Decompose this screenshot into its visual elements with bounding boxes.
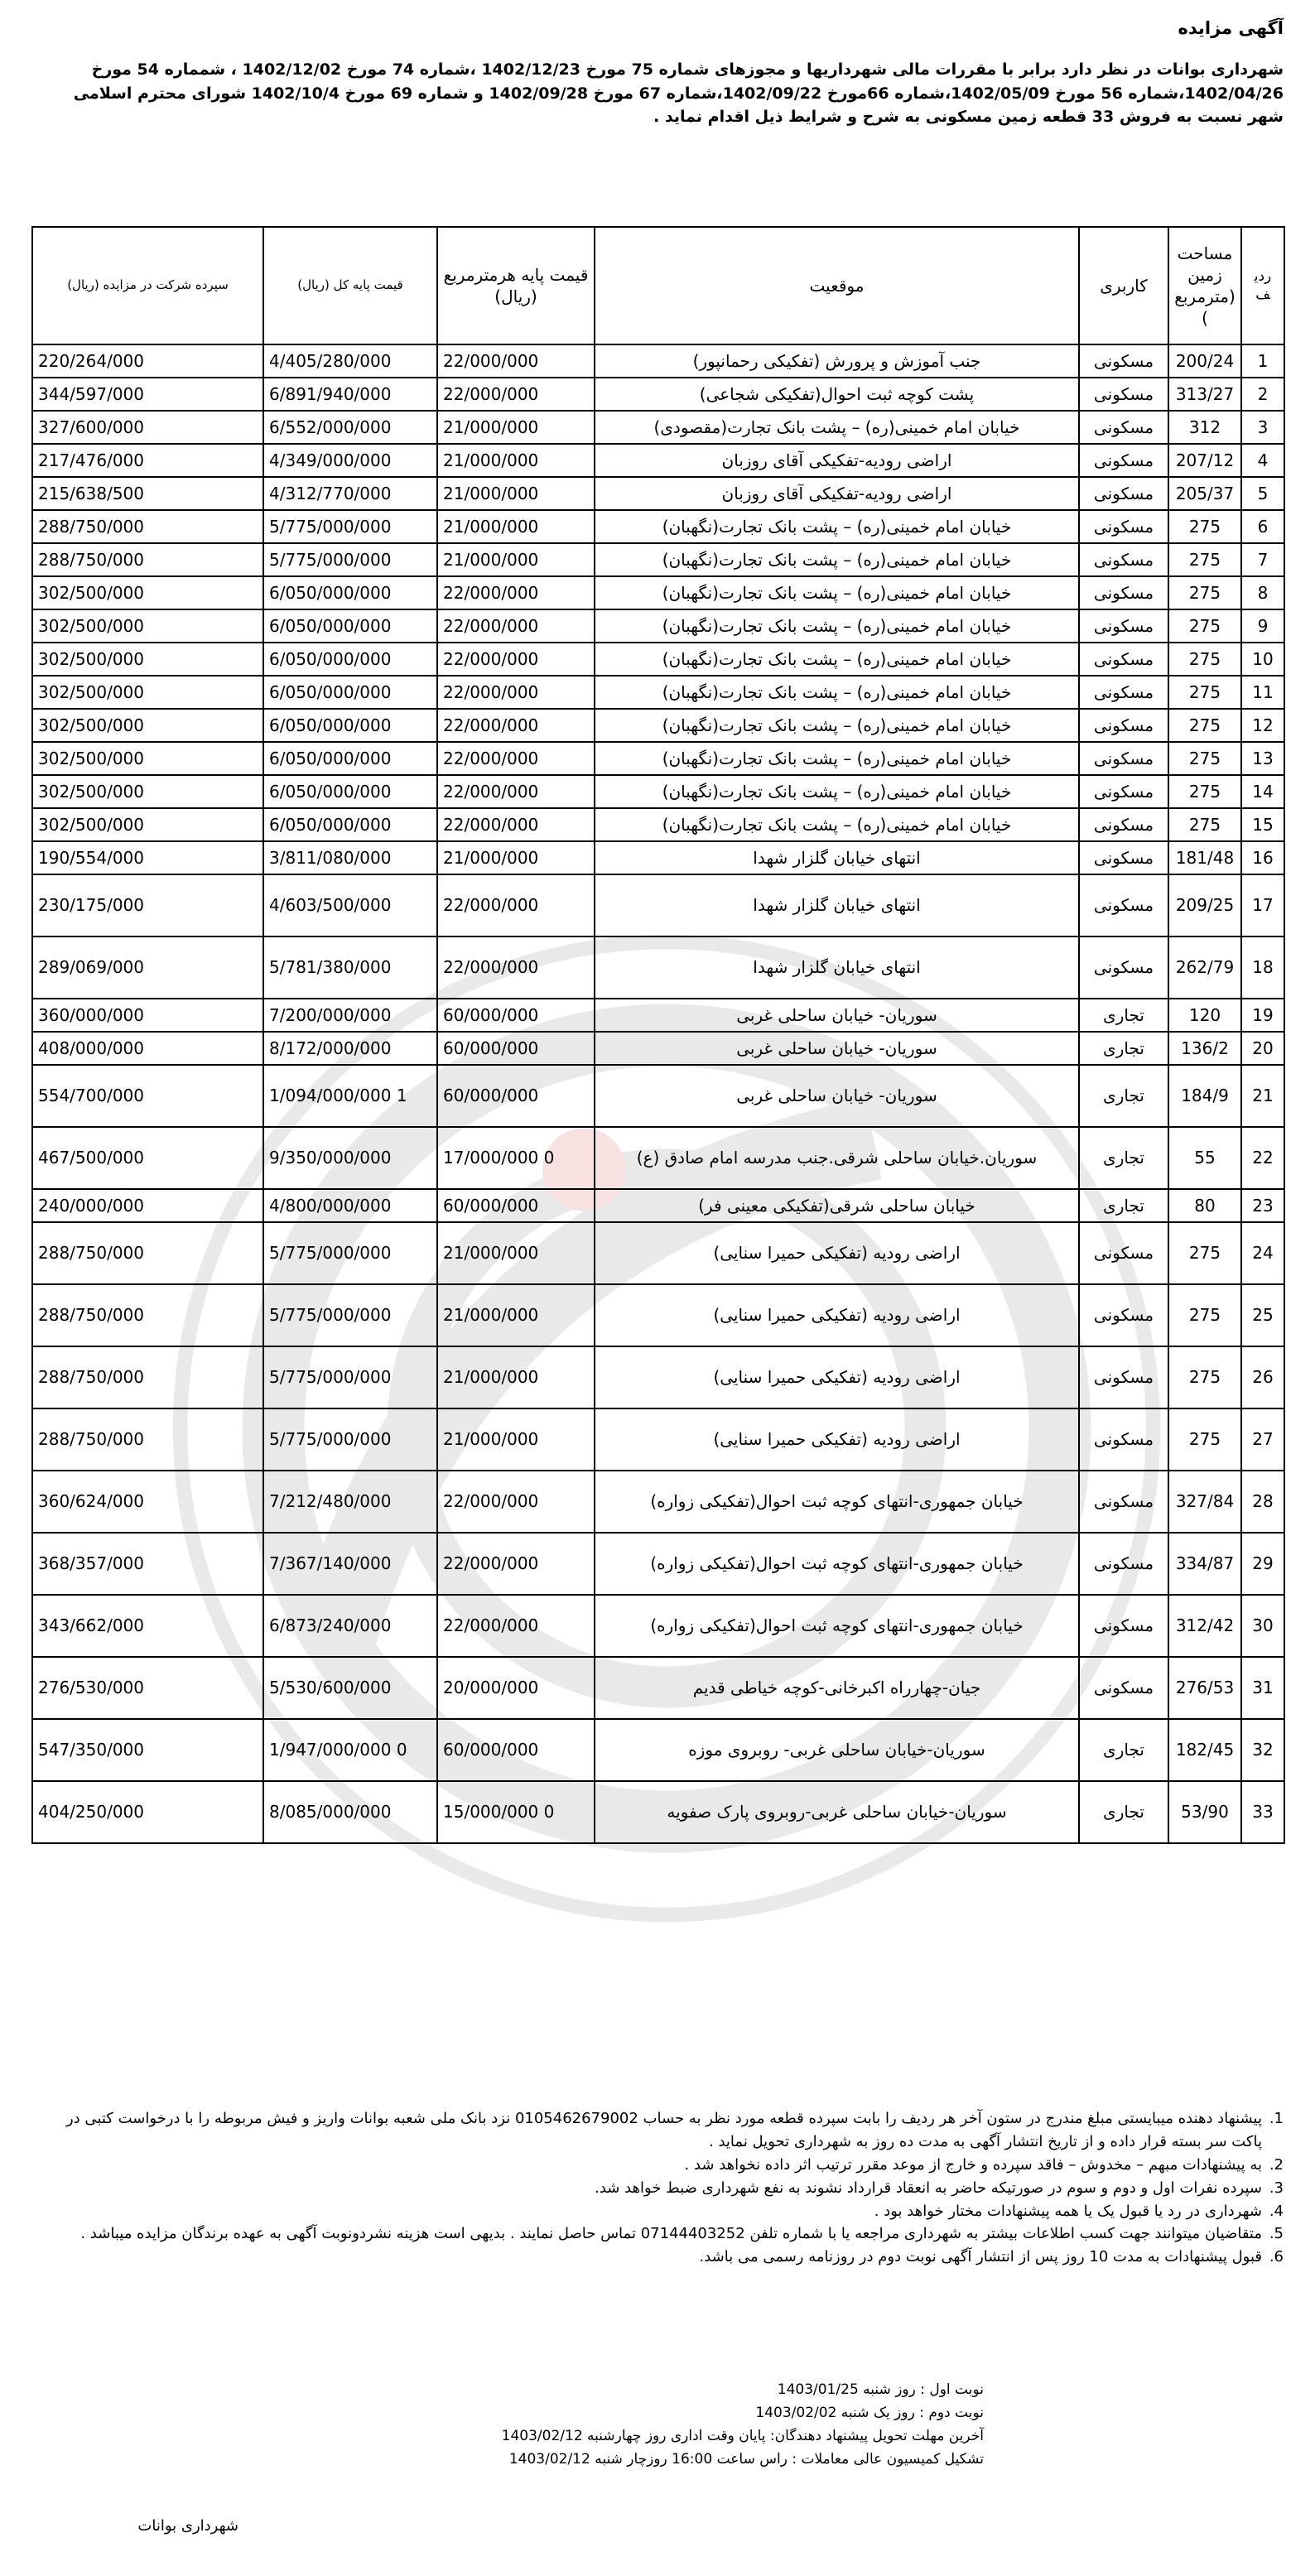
table-row — [32, 411, 1284, 444]
area-cell: 275 — [1168, 1222, 1241, 1284]
table-row — [32, 1781, 1284, 1843]
deposit-cell: 360/624/000 — [32, 1471, 263, 1533]
total-price-cell: 5/775/000/000 — [263, 510, 437, 543]
area-cell: 275 — [1168, 676, 1241, 709]
table-row — [32, 543, 1284, 576]
row-number-cell: 33 — [1241, 1781, 1284, 1843]
condition-item: 4. شهرداری در رد یا قبول یک یا همه پیشنهادات مختار خواهد بود . — [874, 2202, 1284, 2220]
deposit-cell: 215/638/500 — [32, 477, 263, 510]
row-number-cell: 32 — [1241, 1719, 1284, 1781]
deposit-cell: 302/500/000 — [32, 609, 263, 643]
table-row — [32, 576, 1284, 609]
header-row-number: ردیف — [1241, 227, 1284, 344]
table-row — [32, 1346, 1284, 1408]
price-per-meter-cell: 60/000/000 — [437, 1719, 595, 1781]
use-cell: تجاری — [1079, 1781, 1168, 1843]
deposit-cell: 190/554/000 — [32, 841, 263, 874]
use-cell: تجاری — [1079, 1719, 1168, 1781]
price-per-meter-cell: 15/000/000 0 — [437, 1781, 595, 1843]
location-cell: اراضی رودیه (تفکیکی حمیرا سنایی) — [595, 1408, 1079, 1471]
table-row — [32, 775, 1284, 808]
location-cell: اراضی رودیه-تفکیکی آقای روزبان — [595, 444, 1079, 477]
table-row — [32, 1657, 1284, 1719]
location-cell: انتهای خیابان گلزار شهدا — [595, 841, 1079, 874]
deposit-cell: 276/530/000 — [32, 1657, 263, 1719]
table-row — [32, 477, 1284, 510]
row-number-cell: 12 — [1241, 709, 1284, 742]
table-row — [32, 841, 1284, 874]
total-price-cell: 7/200/000/000 — [263, 999, 437, 1032]
deposit-cell: 360/000/000 — [32, 999, 263, 1032]
use-cell: تجاری — [1079, 1065, 1168, 1127]
price-per-meter-cell: 22/000/000 — [437, 874, 595, 937]
table-row — [32, 742, 1284, 775]
total-price-cell: 4/405/280/000 — [263, 344, 437, 378]
deposit-cell: 343/662/000 — [32, 1595, 263, 1657]
second-publication: نوبت دوم : روز یک شنبه 1403/02/02 — [755, 2405, 984, 2421]
total-price-cell: 6/873/240/000 — [263, 1595, 437, 1657]
area-cell: 313/27 — [1168, 378, 1241, 411]
total-price-cell: 6/050/000/000 — [263, 676, 437, 709]
signature: شهرداری بوانات — [137, 2517, 238, 2535]
use-cell: مسکونی — [1079, 1533, 1168, 1595]
price-per-meter-cell: 22/000/000 — [437, 937, 595, 999]
location-cell: خیابان امام خمینی(ره) – پشت بانک تجارت(نگهبان) — [595, 676, 1079, 709]
price-per-meter-cell: 60/000/000 — [437, 1065, 595, 1127]
location-cell: خیابان امام خمینی(ره) – پشت بانک تجارت(مقصودی) — [595, 411, 1079, 444]
header-location: موقعیت — [595, 227, 1079, 344]
price-per-meter-cell: 21/000/000 — [437, 841, 595, 874]
price-per-meter-cell: 22/000/000 — [437, 378, 595, 411]
row-number-cell: 4 — [1241, 444, 1284, 477]
location-cell: خیابان جمهوری-انتهای کوچه ثبت احوال(تفکیکی زواره) — [595, 1471, 1079, 1533]
deposit-cell: 554/700/000 — [32, 1065, 263, 1127]
use-cell: تجاری — [1079, 1127, 1168, 1189]
area-cell: 275 — [1168, 1346, 1241, 1408]
location-cell: سوریان-خیابان ساحلی غربی-روبروی پارک صفویه — [595, 1781, 1079, 1843]
price-per-meter-cell: 22/000/000 — [437, 709, 595, 742]
row-number-cell: 28 — [1241, 1471, 1284, 1533]
price-per-meter-cell: 22/000/000 — [437, 1471, 595, 1533]
area-cell: 275 — [1168, 609, 1241, 643]
condition-item: 1. پیشنهاد دهنده میبایستی مبلغ مندرج در ستون آخر هر ردیف را بابت سپرده قطعه مورد نظر به حساب 0105462679002 نزد بانک ملی شعبه بوانات واریز و فیش مربوطه را با درخواست کتبی در پاکت سر بسته قرار داده و از تاریخ انتشار آگهی به مدت ده روز به شهرداری تحویل نماید . — [65, 2110, 1284, 2150]
use-cell: تجاری — [1079, 1032, 1168, 1065]
location-cell: خیابان امام خمینی(ره) – پشت بانک تجارت(نگهبان) — [595, 643, 1079, 676]
price-per-meter-cell: 22/000/000 — [437, 576, 595, 609]
row-number-cell: 31 — [1241, 1657, 1284, 1719]
condition-item: 3. سپرده نفرات اول و دوم و سوم در صورتیکه حاضر به انعقاد قرارداد نشوند به نفع شهرداری ضبط خواهد شد. — [595, 2179, 1284, 2197]
price-per-meter-cell: 21/000/000 — [437, 510, 595, 543]
location-cell: اراضی رودیه (تفکیکی حمیرا سنایی) — [595, 1222, 1079, 1284]
submission-deadline: آخرین مهلت تحویل پیشنهاد دهندگان: پایان وقت اداری روز چهارشنبه 1403/02/12 — [501, 2428, 984, 2444]
area-cell: 275 — [1168, 808, 1241, 841]
total-price-cell: 6/050/000/000 — [263, 775, 437, 808]
condition-item: 5. متقاضیان میتوانند جهت کسب اطلاعات بیشتر به شهرداری مراجعه یا با شماره تلفن 07144403252 تماس حاصل نمایند . بدیهی است هزینه نشردونوبت آگهی به عهده برندگان مزایده میباشد . — [80, 2225, 1284, 2243]
table-row — [32, 808, 1284, 841]
header-price-per-meter: قیمت پایه هرمترمربع (ریال) — [437, 227, 595, 344]
total-price-cell: 5/775/000/000 — [263, 1346, 437, 1408]
table-row — [32, 1408, 1284, 1471]
area-cell: 275 — [1168, 643, 1241, 676]
table-row — [32, 1127, 1284, 1189]
deposit-cell: 240/000/000 — [32, 1189, 263, 1222]
deposit-cell: 327/600/000 — [32, 411, 263, 444]
header-use: کاربری — [1079, 227, 1168, 344]
deposit-cell: 302/500/000 — [32, 676, 263, 709]
row-number-cell: 17 — [1241, 874, 1284, 937]
table-row — [32, 609, 1284, 643]
total-price-cell: 5/775/000/000 — [263, 1284, 437, 1346]
deposit-cell: 302/500/000 — [32, 576, 263, 609]
price-per-meter-cell: 60/000/000 — [437, 1032, 595, 1065]
price-per-meter-cell: 22/000/000 — [437, 643, 595, 676]
total-price-cell: 6/050/000/000 — [263, 643, 437, 676]
use-cell: مسکونی — [1079, 742, 1168, 775]
use-cell: مسکونی — [1079, 1471, 1168, 1533]
total-price-cell: 4/603/500/000 — [263, 874, 437, 937]
total-price-cell: 6/552/000/000 — [263, 411, 437, 444]
table-row — [32, 709, 1284, 742]
price-per-meter-cell: 22/000/000 — [437, 676, 595, 709]
deposit-cell: 288/750/000 — [32, 510, 263, 543]
location-cell: خیابان امام خمینی(ره) – پشت بانک تجارت(نگهبان) — [595, 510, 1079, 543]
total-price-cell: 8/085/000/000 — [263, 1781, 437, 1843]
total-price-cell: 3/811/080/000 — [263, 841, 437, 874]
deposit-cell: 230/175/000 — [32, 874, 263, 937]
area-cell: 209/25 — [1168, 874, 1241, 937]
deposit-cell: 344/597/000 — [32, 378, 263, 411]
area-cell: 205/37 — [1168, 477, 1241, 510]
deposit-cell: 288/750/000 — [32, 1346, 263, 1408]
location-cell: سوریان.خیابان ساحلی شرقی.جنب مدرسه امام صادق (ع) — [595, 1127, 1079, 1189]
use-cell: مسکونی — [1079, 937, 1168, 999]
table-row — [32, 676, 1284, 709]
area-cell: 80 — [1168, 1189, 1241, 1222]
deposit-cell: 288/750/000 — [32, 1408, 263, 1471]
price-per-meter-cell: 20/000/000 — [437, 1657, 595, 1719]
area-cell: 275 — [1168, 543, 1241, 576]
location-cell: جنب آموزش و پرورش (تفکیکی رحمانپور) — [595, 344, 1079, 378]
deposit-cell: 302/500/000 — [32, 643, 263, 676]
row-number-cell: 6 — [1241, 510, 1284, 543]
table-row — [32, 1222, 1284, 1284]
use-cell: مسکونی — [1079, 676, 1168, 709]
total-price-cell: 6/891/940/000 — [263, 378, 437, 411]
use-cell: مسکونی — [1079, 1657, 1168, 1719]
area-cell: 275 — [1168, 576, 1241, 609]
row-number-cell: 9 — [1241, 609, 1284, 643]
area-cell: 207/12 — [1168, 444, 1241, 477]
row-number-cell: 18 — [1241, 937, 1284, 999]
area-cell: 312/42 — [1168, 1595, 1241, 1657]
use-cell: مسکونی — [1079, 378, 1168, 411]
location-cell: خیابان امام خمینی(ره) – پشت بانک تجارت(نگهبان) — [595, 576, 1079, 609]
total-price-cell: 9/350/000/000 — [263, 1127, 437, 1189]
total-price-cell: 6/050/000/000 — [263, 576, 437, 609]
total-price-cell: 1/094/000/000 1 — [263, 1065, 437, 1127]
row-number-cell: 5 — [1241, 477, 1284, 510]
use-cell: مسکونی — [1079, 643, 1168, 676]
table-row — [32, 874, 1284, 937]
conditions-list — [31, 2107, 1284, 2269]
condition-item: 6. قبول پیشنهادات به مدت 10 روز پس از انتشار آگهی نوبت دوم در روزنامه رسمی می باشد. — [699, 2248, 1284, 2266]
row-number-cell: 10 — [1241, 643, 1284, 676]
table-row — [32, 1533, 1284, 1595]
use-cell: مسکونی — [1079, 1408, 1168, 1471]
price-per-meter-cell: 22/000/000 — [437, 742, 595, 775]
row-number-cell: 7 — [1241, 543, 1284, 576]
table-header-row — [32, 227, 1284, 344]
deposit-cell: 288/750/000 — [32, 543, 263, 576]
price-per-meter-cell: 21/000/000 — [437, 1408, 595, 1471]
use-cell: مسکونی — [1079, 709, 1168, 742]
location-cell: اراضی رودیه-تفکیکی آقای روزبان — [595, 477, 1079, 510]
area-cell: 120 — [1168, 999, 1241, 1032]
total-price-cell: 5/775/000/000 — [263, 543, 437, 576]
area-cell: 275 — [1168, 1408, 1241, 1471]
table-row — [32, 1471, 1284, 1533]
area-cell: 275 — [1168, 775, 1241, 808]
location-cell: خیابان امام خمینی(ره) – پشت بانک تجارت(نگهبان) — [595, 543, 1079, 576]
price-per-meter-cell: 22/000/000 — [437, 1533, 595, 1595]
price-per-meter-cell: 60/000/000 — [437, 999, 595, 1032]
condition-item: 2. به پیشنهادات مبهم – مخدوش – فاقد سپرده و خارج از موعد مقرر ترتیب اثر داده نخواهد شد . — [684, 2155, 1284, 2174]
row-number-cell: 14 — [1241, 775, 1284, 808]
price-per-meter-cell: 21/000/000 — [437, 444, 595, 477]
header-area: مساحت زمین (مترمربع) — [1168, 227, 1241, 344]
use-cell: مسکونی — [1079, 510, 1168, 543]
row-number-cell: 8 — [1241, 576, 1284, 609]
deposit-cell: 302/500/000 — [32, 775, 263, 808]
price-per-meter-cell: 22/000/000 — [437, 1595, 595, 1657]
commission-session: تشکیل کمیسیون عالی معاملات : راس ساعت 16:00 روزچار شنبه 1403/02/12 — [508, 2451, 984, 2468]
price-per-meter-cell: 22/000/000 — [437, 775, 595, 808]
price-per-meter-cell: 21/000/000 — [437, 1222, 595, 1284]
row-number-cell: 26 — [1241, 1346, 1284, 1408]
deposit-cell: 404/250/000 — [32, 1781, 263, 1843]
location-cell: خیابان ساحلی شرقی(تفکیکی معینی فر) — [595, 1189, 1079, 1222]
row-number-cell: 22 — [1241, 1127, 1284, 1189]
page-title: آگهی مزایده — [1178, 18, 1284, 38]
deposit-cell: 408/000/000 — [32, 1032, 263, 1065]
row-number-cell: 16 — [1241, 841, 1284, 874]
row-number-cell: 24 — [1241, 1222, 1284, 1284]
deposit-cell: 302/500/000 — [32, 808, 263, 841]
total-price-cell: 7/212/480/000 — [263, 1471, 437, 1533]
table-row — [32, 643, 1284, 676]
area-cell: 182/45 — [1168, 1719, 1241, 1781]
location-cell: پشت کوچه ثبت احوال(تفکیکی شجاعی) — [595, 378, 1079, 411]
price-per-meter-cell: 21/000/000 — [437, 411, 595, 444]
row-number-cell: 21 — [1241, 1065, 1284, 1127]
area-cell: 181/48 — [1168, 841, 1241, 874]
price-per-meter-cell: 21/000/000 — [437, 1346, 595, 1408]
total-price-cell: 8/172/000/000 — [263, 1032, 437, 1065]
table-row — [32, 444, 1284, 477]
deposit-cell: 302/500/000 — [32, 709, 263, 742]
table-row — [32, 510, 1284, 543]
row-number-cell: 11 — [1241, 676, 1284, 709]
use-cell: مسکونی — [1079, 411, 1168, 444]
location-cell: سوریان- خیابان ساحلی غربی — [595, 999, 1079, 1032]
row-number-cell: 30 — [1241, 1595, 1284, 1657]
header-deposit: سپرده شرکت در مزایده (ریال) — [32, 227, 263, 344]
deposit-cell: 302/500/000 — [32, 742, 263, 775]
auction-lots-table — [31, 226, 1285, 1844]
use-cell: مسکونی — [1079, 1595, 1168, 1657]
area-cell: 136/2 — [1168, 1032, 1241, 1065]
header-total-price: قیمت پایه کل (ریال) — [263, 227, 437, 344]
deposit-cell: 288/750/000 — [32, 1222, 263, 1284]
location-cell: اراضی رودیه (تفکیکی حمیرا سنایی) — [595, 1346, 1079, 1408]
table-row — [32, 1189, 1284, 1222]
use-cell: مسکونی — [1079, 444, 1168, 477]
location-cell: سوریان- خیابان ساحلی غربی — [595, 1065, 1079, 1127]
row-number-cell: 19 — [1241, 999, 1284, 1032]
price-per-meter-cell: 22/000/000 — [437, 609, 595, 643]
area-cell: 327/84 — [1168, 1471, 1241, 1533]
total-price-cell: 4/312/770/000 — [263, 477, 437, 510]
row-number-cell: 27 — [1241, 1408, 1284, 1471]
area-cell: 276/53 — [1168, 1657, 1241, 1719]
price-per-meter-cell: 21/000/000 — [437, 543, 595, 576]
row-number-cell: 13 — [1241, 742, 1284, 775]
row-number-cell: 29 — [1241, 1533, 1284, 1595]
table-row — [32, 378, 1284, 411]
area-cell: 312 — [1168, 411, 1241, 444]
total-price-cell: 7/367/140/000 — [263, 1533, 437, 1595]
area-cell: 200/24 — [1168, 344, 1241, 378]
row-number-cell: 15 — [1241, 808, 1284, 841]
total-price-cell: 5/530/600/000 — [263, 1657, 437, 1719]
use-cell: مسکونی — [1079, 477, 1168, 510]
first-publication: نوبت اول : روز شنبه 1403/01/25 — [777, 2381, 984, 2398]
use-cell: تجاری — [1079, 1189, 1168, 1222]
deposit-cell: 368/357/000 — [32, 1533, 263, 1595]
intro-paragraph: شهرداری بوانات در نظر دارد برابر با مقررات مالی شهرداریها و مجوزهای شماره 75 مورخ 1402/12/23 ،شماره 74 مورخ 1402/12/02 ، شمماره 54 مورخ 1402/04/26،شماره 56 مورخ 1402/05/09،شماره 66مورخ 1402/09/22،شماره 67 مورخ 1402/09/28 و شماره 69 مورخ 1402/10/4 شورای محترم اسلامی شهر نسبت به فروش 33 قطعه زمین مسکونی به شرح و شرایط ذیل اقدام نماید . — [73, 60, 1284, 126]
total-price-cell: 6/050/000/000 — [263, 709, 437, 742]
table-row — [32, 1284, 1284, 1346]
use-cell: مسکونی — [1079, 874, 1168, 937]
location-cell: خیابان امام خمینی(ره) – پشت بانک تجارت(نگهبان) — [595, 808, 1079, 841]
deposit-cell: 467/500/000 — [32, 1127, 263, 1189]
total-price-cell: 6/050/000/000 — [263, 609, 437, 643]
row-number-cell: 25 — [1241, 1284, 1284, 1346]
price-per-meter-cell: 17/000/000 0 — [437, 1127, 595, 1189]
use-cell: مسکونی — [1079, 808, 1168, 841]
location-cell: سوریان- خیابان ساحلی غربی — [595, 1032, 1079, 1065]
use-cell: مسکونی — [1079, 775, 1168, 808]
area-cell: 275 — [1168, 510, 1241, 543]
total-price-cell: 4/349/000/000 — [263, 444, 437, 477]
row-number-cell: 2 — [1241, 378, 1284, 411]
deposit-cell: 220/264/000 — [32, 344, 263, 378]
total-price-cell: 6/050/000/000 — [263, 742, 437, 775]
area-cell: 275 — [1168, 742, 1241, 775]
use-cell: تجاری — [1079, 999, 1168, 1032]
location-cell: خیابان جمهوری-انتهای کوچه ثبت احوال(تفکیکی زواره) — [595, 1533, 1079, 1595]
use-cell: مسکونی — [1079, 344, 1168, 378]
use-cell: مسکونی — [1079, 1222, 1168, 1284]
use-cell: مسکونی — [1079, 1284, 1168, 1346]
deposit-cell: 289/069/000 — [32, 937, 263, 999]
location-cell: انتهای خیابان گلزار شهدا — [595, 874, 1079, 937]
location-cell: خیابان امام خمینی(ره) – پشت بانک تجارت(نگهبان) — [595, 709, 1079, 742]
area-cell: 262/79 — [1168, 937, 1241, 999]
total-price-cell: 5/775/000/000 — [263, 1222, 437, 1284]
price-per-meter-cell: 22/000/000 — [437, 344, 595, 378]
use-cell: مسکونی — [1079, 609, 1168, 643]
deposit-cell: 547/350/000 — [32, 1719, 263, 1781]
location-cell: خیابان امام خمینی(ره) – پشت بانک تجارت(نگهبان) — [595, 609, 1079, 643]
location-cell: خیابان امام خمینی(ره) – پشت بانک تجارت(نگهبان) — [595, 775, 1079, 808]
location-cell: جیان-چهارراه اکبرخانی-کوچه خیاطی قدیم — [595, 1657, 1079, 1719]
use-cell: مسکونی — [1079, 1346, 1168, 1408]
location-cell: سوریان-خیابان ساحلی غربی- روبروی موزه — [595, 1719, 1079, 1781]
area-cell: 275 — [1168, 709, 1241, 742]
price-per-meter-cell: 60/000/000 — [437, 1189, 595, 1222]
area-cell: 55 — [1168, 1127, 1241, 1189]
table-row — [32, 999, 1284, 1032]
table-row — [32, 1719, 1284, 1781]
table-row — [32, 344, 1284, 378]
use-cell: مسکونی — [1079, 543, 1168, 576]
row-number-cell: 1 — [1241, 344, 1284, 378]
location-cell: خیابان امام خمینی(ره) – پشت بانک تجارت(نگهبان) — [595, 742, 1079, 775]
table-row — [32, 1595, 1284, 1657]
row-number-cell: 23 — [1241, 1189, 1284, 1222]
row-number-cell: 20 — [1241, 1032, 1284, 1065]
total-price-cell: 6/050/000/000 — [263, 808, 437, 841]
row-number-cell: 3 — [1241, 411, 1284, 444]
total-price-cell: 4/800/000/000 — [263, 1189, 437, 1222]
price-per-meter-cell: 22/000/000 — [437, 808, 595, 841]
location-cell: اراضی رودیه (تفکیکی حمیرا سنایی) — [595, 1284, 1079, 1346]
total-price-cell: 5/775/000/000 — [263, 1408, 437, 1471]
area-cell: 334/87 — [1168, 1533, 1241, 1595]
area-cell: 275 — [1168, 1284, 1241, 1346]
total-price-cell: 1/947/000/000 0 — [263, 1719, 437, 1781]
use-cell: مسکونی — [1079, 576, 1168, 609]
price-per-meter-cell: 21/000/000 — [437, 1284, 595, 1346]
location-cell: خیابان جمهوری-انتهای کوچه ثبت احوال(تفکیکی زواره) — [595, 1595, 1079, 1657]
location-cell: انتهای خیابان گلزار شهدا — [595, 937, 1079, 999]
area-cell: 184/9 — [1168, 1065, 1241, 1127]
price-per-meter-cell: 21/000/000 — [437, 477, 595, 510]
total-price-cell: 5/781/380/000 — [263, 937, 437, 999]
area-cell: 53/90 — [1168, 1781, 1241, 1843]
use-cell: مسکونی — [1079, 841, 1168, 874]
table-row — [32, 937, 1284, 999]
table-row — [32, 1032, 1284, 1065]
deposit-cell: 217/476/000 — [32, 444, 263, 477]
table-row — [32, 1065, 1284, 1127]
deposit-cell: 288/750/000 — [32, 1284, 263, 1346]
